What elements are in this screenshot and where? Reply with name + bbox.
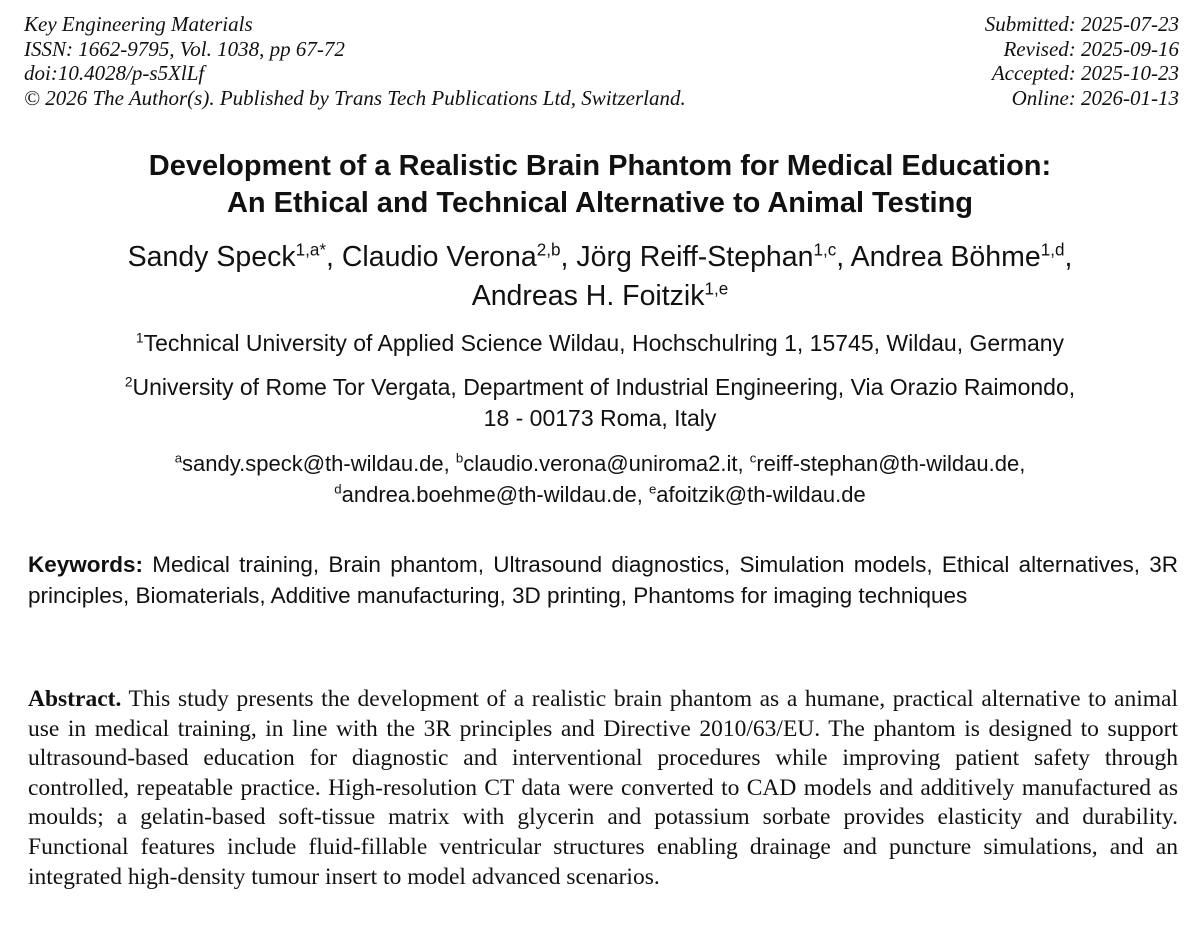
keywords-text: Medical training, Brain phantom, Ultrasound diagnostics, Simulation models, Ethical alternatives, 3R principles, Biomaterials, Additive manufacturing, 3D printing, Phantoms for imaging techniques bbox=[28, 552, 1178, 608]
email-separator: , bbox=[636, 482, 649, 507]
affiliation-2-line-2: 18 - 00173 Roma, Italy bbox=[483, 405, 717, 431]
copyright: © 2026 The Author(s). Published by Trans Tech Publications Ltd, Switzerland. bbox=[24, 85, 686, 110]
affiliation-2-line-1 bbox=[0, 372, 1200, 403]
author-name: Andrea Böhme bbox=[850, 241, 1041, 273]
title-line-1: Development of a Realistic Brain Phantom for Medical Education: bbox=[148, 150, 1052, 182]
author-name: Jörg Reiff-Stephan bbox=[576, 241, 814, 273]
author-affiliation-mark: 2,b bbox=[536, 240, 561, 260]
affiliation-text: Technical University of Applied Science Wildau, Hochschulring 1, 15745, Wildau, Germany bbox=[143, 330, 1065, 356]
email-mark: b bbox=[455, 450, 464, 466]
affiliation-mark: 1 bbox=[135, 330, 144, 346]
author-name: Claudio Verona bbox=[341, 241, 537, 273]
affiliation-2 bbox=[0, 372, 1200, 434]
email-separator: , bbox=[443, 451, 456, 476]
journal-info bbox=[24, 12, 686, 110]
email-address[interactable]: claudio.verona@uniroma2.it bbox=[463, 451, 738, 476]
submitted-date: Submitted: 2025-07-23 bbox=[984, 12, 1179, 36]
journal-name: Key Engineering Materials bbox=[24, 12, 253, 36]
author-separator: , bbox=[1064, 241, 1073, 273]
email-mark: a bbox=[174, 450, 183, 466]
email-mark: c bbox=[749, 450, 757, 466]
issn-volume: ISSN: 1662-9795, Vol. 1038, pp 67-72 bbox=[24, 36, 345, 61]
authors-line-1 bbox=[0, 238, 1200, 277]
author-list bbox=[0, 238, 1200, 316]
revised-date: Revised: 2025-09-16 bbox=[1003, 36, 1179, 61]
emails-line-2 bbox=[0, 479, 1200, 510]
accepted-date: Accepted: 2025-10-23 bbox=[991, 61, 1179, 85]
keywords-paragraph bbox=[28, 550, 1178, 611]
author-separator: , bbox=[560, 241, 577, 273]
author-separator: , bbox=[836, 241, 851, 273]
email-address[interactable]: reiff-stephan@th-wildau.de bbox=[756, 451, 1020, 476]
affiliation-text: University of Rome Tor Vergata, Department of Industrial Engineering, Via Orazio Raimondo, bbox=[132, 374, 1076, 400]
author-affiliation-mark: 1,a* bbox=[295, 240, 326, 260]
email-list bbox=[0, 448, 1200, 510]
email-address[interactable]: andrea.boehme@th-wildau.de bbox=[341, 482, 637, 507]
email-mark: d bbox=[334, 481, 342, 497]
abstract-label: Abstract. bbox=[28, 686, 122, 712]
email-separator: , bbox=[1019, 451, 1026, 476]
paper-title bbox=[0, 148, 1200, 222]
author-affiliation-mark: 1,d bbox=[1040, 240, 1065, 260]
keywords-label: Keywords: bbox=[28, 552, 144, 577]
author-name: Andreas H. Foitzik bbox=[471, 280, 705, 312]
affiliation-mark: 2 bbox=[124, 374, 133, 390]
author-affiliation-mark: 1,c bbox=[813, 240, 837, 260]
abstract-text: This study presents the development of a realistic brain phantom as a humane, practical alternative to animal use in medical training, in line with the 3R principles and Directive 2010/63/EU. The phantom is designed to support ultrasound-based education for diagnostic and interventional procedures while improving patient safety through controlled, repeatable practice. High-resolution CT data were converted to CAD models and additively manufactured as moulds; a gelatin-based soft-tissue matrix with glycerin and potassium sorbate provides elasticity and durability. Functional features include fluid-fillable ventricular structures enabling drainage and puncture simulations, and an integrated high-density tumour insert to model advanced scenarios. bbox=[28, 686, 1178, 890]
affiliation-1 bbox=[0, 328, 1200, 359]
publication-dates bbox=[985, 12, 1179, 110]
title-line-2: An Ethical and Technical Alternative to Animal Testing bbox=[226, 187, 974, 219]
author-name: Sandy Speck bbox=[127, 241, 296, 273]
author-affiliation-mark: 1,e bbox=[704, 279, 729, 299]
doi: doi:10.4028/p-s5XlLf bbox=[24, 61, 205, 85]
abstract-paragraph bbox=[28, 685, 1178, 892]
email-separator: , bbox=[737, 451, 750, 476]
email-mark: e bbox=[648, 481, 657, 497]
author-separator: , bbox=[326, 241, 342, 273]
online-date: Online: 2026-01-13 bbox=[1011, 85, 1179, 110]
email-address[interactable]: sandy.speck@th-wildau.de bbox=[182, 451, 444, 476]
email-address[interactable]: afoitzik@th-wildau.de bbox=[656, 482, 866, 507]
emails-line-1 bbox=[0, 448, 1200, 479]
authors-line-2 bbox=[0, 277, 1200, 316]
